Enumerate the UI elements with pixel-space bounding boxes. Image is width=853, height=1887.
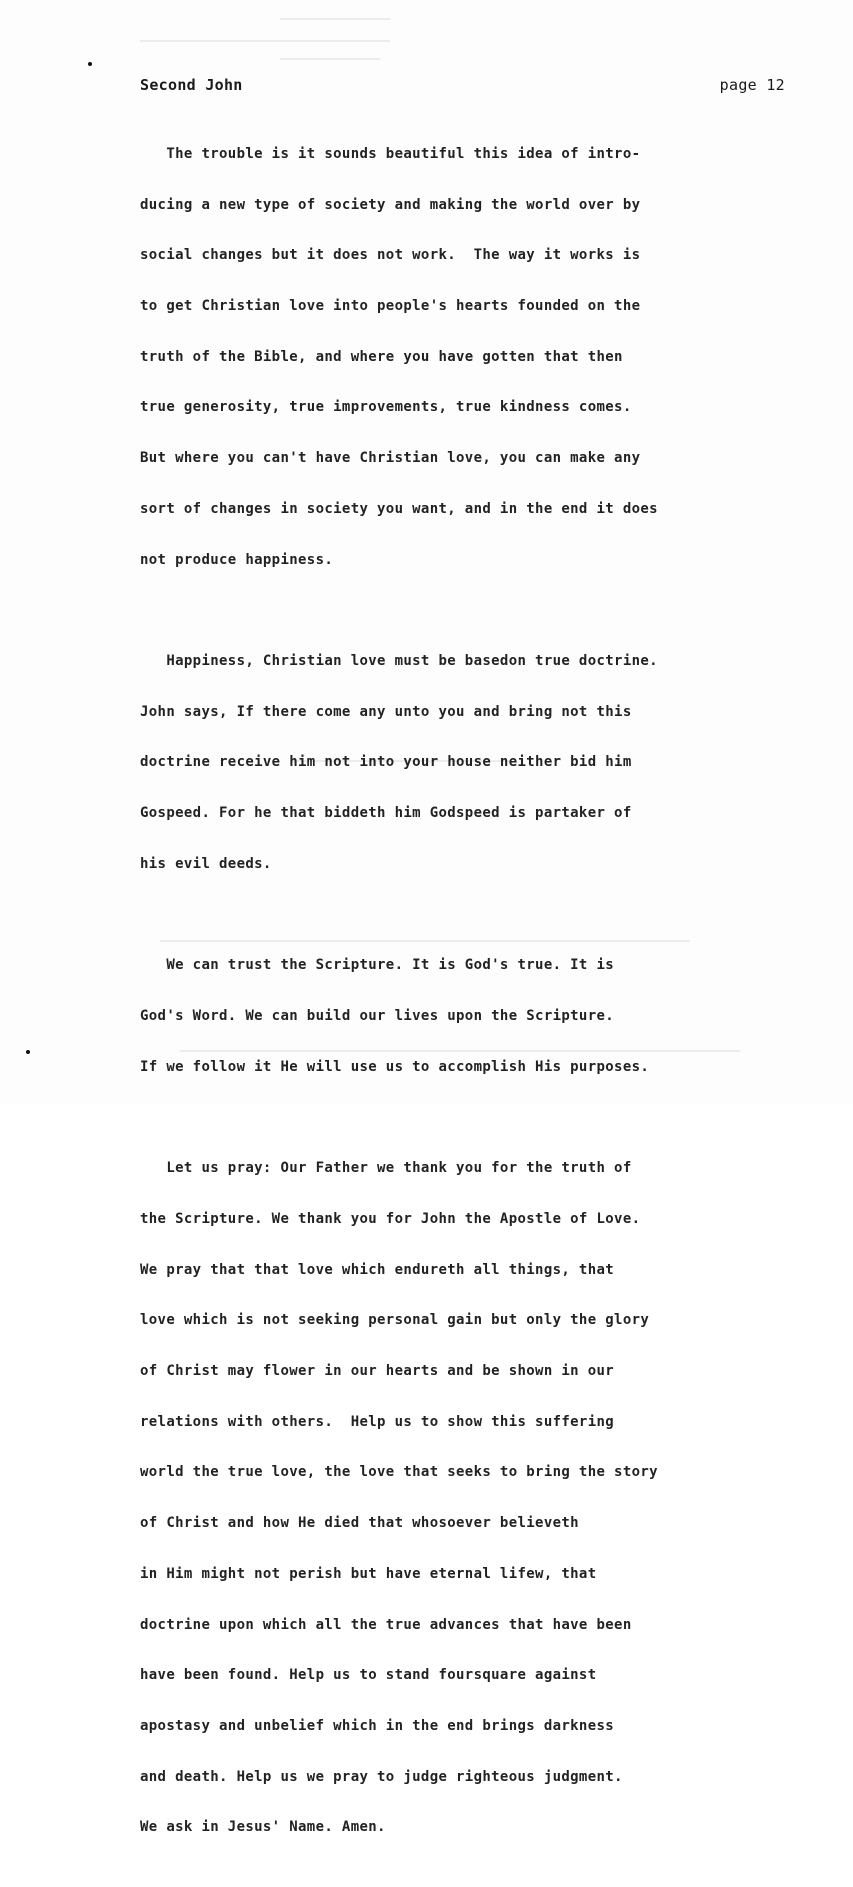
- text-line: and death. Help us we pray to judge righteous judgment.: [140, 1768, 623, 1785]
- text-line: We can trust the Scripture. It is God's true. It is: [140, 957, 615, 974]
- text-line: Let us pray: Our Father we thank you for the truth of: [140, 1160, 632, 1177]
- text-line: We ask in Jesus' Name. Amen.: [140, 1819, 386, 1836]
- text-line: doctrine receive him not into your house neither bid him: [140, 754, 632, 771]
- page-header: [140, 76, 785, 96]
- bleed-through-mark: [140, 40, 390, 42]
- text-line: apostasy and unbelief which in the end brings darkness: [140, 1718, 615, 1735]
- text-line: Happiness, Christian love must be basedon true doctrine.: [140, 652, 658, 669]
- text-line: his evil deeds.: [140, 855, 272, 872]
- text-line: world the true love, the love that seeks to bring the story: [140, 1464, 658, 1481]
- text-line: the Scripture. We thank you for John the Apostle of Love.: [140, 1210, 641, 1227]
- paragraph: [140, 1126, 780, 1870]
- text-line: ducing a new type of society and making the world over by: [140, 196, 641, 213]
- page-number: page 12: [719, 76, 785, 94]
- text-line: in Him might not perish but have eternal lifew, that: [140, 1565, 597, 1582]
- bleed-through-mark: [280, 18, 390, 20]
- text-line: But where you can't have Christian love, you can make any: [140, 450, 641, 467]
- text-line: of Christ and how He died that whosoever believeth: [140, 1515, 579, 1532]
- ink-speck: [88, 62, 92, 66]
- text-line: truth of the Bible, and where you have gotten that then: [140, 348, 623, 365]
- text-line: God's Word. We can build our lives upon the Scripture.: [140, 1008, 615, 1024]
- text-line: doctrine upon which all the true advances that have been: [140, 1616, 632, 1633]
- text-line: of Christ may flower in our hearts and be shown in our: [140, 1363, 615, 1380]
- text-line: If we follow it He will use us to accomplish His purposes.: [140, 1058, 650, 1075]
- paragraph: [140, 923, 780, 1109]
- paragraph: [140, 112, 780, 602]
- text-line: true generosity, true improvements, true kindness comes.: [140, 399, 632, 416]
- text-line: Gospeed. For he that biddeth him Godspeed is partaker of: [140, 805, 632, 822]
- text-line: sort of changes in society you want, and in the end it does: [140, 500, 658, 517]
- bleed-through-mark: [280, 58, 380, 60]
- document-title: Second John: [140, 76, 243, 94]
- text-line: social changes but it does not work. The way it works is: [140, 247, 641, 264]
- text-line: relations with others. Help us to show this suffering: [140, 1413, 615, 1430]
- paragraph: [140, 619, 780, 906]
- text-line: The trouble is it sounds beautiful this idea of intro-: [140, 145, 641, 162]
- text-line: We pray that that love which endureth all things, that: [140, 1261, 615, 1278]
- text-line: to get Christian love into people's hearts founded on the: [140, 297, 641, 314]
- text-line: love which is not seeking personal gain but only the glory: [140, 1312, 650, 1329]
- document-body: [140, 112, 780, 1887]
- ink-speck: [26, 1050, 30, 1054]
- text-line: John says, If there come any unto you and bring not this: [140, 703, 632, 720]
- text-line: have been found. Help us to stand foursquare against: [140, 1667, 597, 1684]
- text-line: not produce happiness.: [140, 551, 334, 568]
